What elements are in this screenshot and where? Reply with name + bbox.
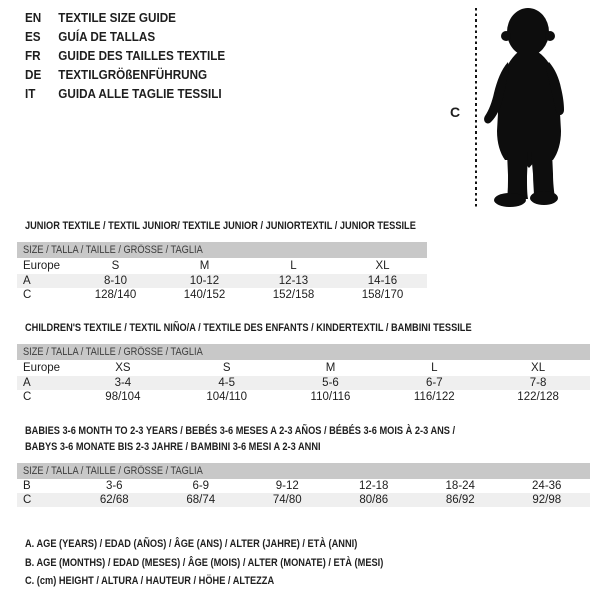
babies-size-table [17,479,590,507]
cell-value: 9-12 [275,480,299,492]
legend-footnotes [25,535,452,591]
language-title-list [25,8,247,103]
row-label: Europe [23,260,61,272]
cell-value: 7-8 [529,377,547,389]
language-code: EN [25,10,42,25]
cell-value: 152/158 [272,289,315,301]
table-row [17,376,590,390]
size-header-label: SIZE / TALLA / TAILLE / GRÖSSE / TAGLIA [23,465,203,477]
guide-title: GUIDA ALLE TAGLIE TESSILI [58,86,222,101]
children-size-table [17,360,590,404]
footnote-a: A. AGE (YEARS) / EDAD (AÑOS) / ÂGE (ANS) / ALTER (JAHRE) / ETÀ (ANNI) [25,538,358,550]
cell-value: 128/140 [94,289,137,301]
height-measure-label: C [450,104,461,120]
section-title: JUNIOR TEXTILE / TEXTIL JUNIOR/ TEXTILE JUNIOR / JUNIORTEXTIL / JUNIOR TESSILE [25,220,416,232]
table-row [17,360,590,376]
table-row [17,288,427,302]
cell-value: 62/68 [99,494,129,506]
language-row [25,65,225,84]
cell-value: 24-36 [532,480,562,492]
language-code: ES [25,29,41,44]
language-row [25,8,225,27]
cell-value: S [111,260,120,272]
toddler-silhouette-icon [483,6,575,208]
language-code: IT [25,86,36,101]
cell-value: 8-10 [103,275,128,287]
cell-value: 122/128 [517,391,559,403]
row-label: C [23,494,32,506]
cell-value: 18-24 [445,480,475,492]
size-header-label: SIZE / TALLA / TAILLE / GRÖSSE / TAGLIA [23,244,203,256]
row-label: A [23,377,31,389]
cell-value: XL [531,362,546,374]
footnote-c: C. (cm) HEIGHT / ALTURA / HAUTEUR / HÖHE / ALTEZZA [25,575,275,587]
guide-title: GUIDE DES TAILLES TEXTILE [58,48,226,63]
cell-value: 14-16 [367,275,398,287]
table-row [17,493,590,507]
section-title: CHILDREN'S TEXTILE / TEXTIL NIÑO/A / TEXTILE DES ENFANTS / KINDERTEXTIL / BAMBINI TESSILE [25,322,472,334]
children-textile-section [17,320,590,404]
section-title: BABYS 3-6 MONATE BIS 2-3 JAHRE / BAMBINI 3-6 MESI A 2-3 ANNI [25,441,321,453]
table-row [17,274,427,288]
cell-value: 110/116 [310,391,351,403]
row-label: C [23,289,32,301]
language-code: FR [25,48,41,63]
language-code: DE [25,67,42,82]
cell-value: L [431,362,438,374]
cell-value: XL [375,260,390,272]
cell-value: XS [115,362,131,374]
cell-value: L [290,260,297,272]
cell-value: 92/98 [532,494,562,506]
row-label: C [23,391,32,403]
table-row [17,479,590,493]
size-header-label: SIZE / TALLA / TAILLE / GRÖSSE / TAGLIA [23,346,203,358]
babies-textile-section [17,423,590,507]
cell-value: 12-18 [359,480,389,492]
guide-title: TEXTILE SIZE GUIDE [58,10,176,25]
junior-size-table [17,258,427,302]
cell-value: 3-6 [105,480,123,492]
guide-title: GUÍA DE TALLAS [58,29,156,44]
cell-value: M [199,260,210,272]
cell-value: 74/80 [272,494,302,506]
cell-value: 5-6 [322,377,339,389]
table-row [17,258,427,274]
language-row [25,46,225,65]
cell-value: 116/122 [413,391,455,403]
cell-value: 4-5 [218,377,235,389]
cell-value: 86/92 [445,494,475,506]
table-row [17,390,590,404]
section-title: BABIES 3-6 MONTH TO 2-3 YEARS / BEBÉS 3-6 MESES A 2-3 AÑOS / BÉBÉS 3-6 MOIS À 2-3 ANS / [25,425,456,437]
cell-value: 140/152 [183,289,226,301]
row-label: A [23,275,31,287]
cell-value: 104/110 [206,391,248,403]
section-title-group [25,320,590,336]
cell-value: 3-4 [114,377,132,389]
cell-value: 68/74 [186,494,216,506]
row-label: Europe [23,362,61,374]
cell-value: 10-12 [189,275,220,287]
cell-value: 6-7 [425,377,443,389]
size-header-bar [17,463,590,479]
language-row [25,84,225,103]
size-header-bar [17,242,427,258]
cell-value: 80/86 [359,494,389,506]
cell-value: S [222,362,231,374]
size-header-bar [17,344,590,360]
language-row [25,27,225,46]
footnote-b: B. AGE (MONTHS) / EDAD (MESES) / ÂGE (MOIS) / ALTER (MONATE) / ETÀ (MESI) [25,556,384,569]
junior-textile-section [17,218,490,302]
guide-title: TEXTILGRÖßENFÜHRUNG [58,67,208,82]
cell-value: 6-9 [192,480,210,492]
section-title-group [25,423,590,455]
height-measure-line [475,8,477,207]
cell-value: M [325,362,336,374]
section-title-group [25,218,490,234]
cell-value: 158/170 [361,289,404,301]
row-label: B [23,480,31,492]
cell-value: 12-13 [278,275,309,287]
cell-value: 98/104 [105,391,141,403]
